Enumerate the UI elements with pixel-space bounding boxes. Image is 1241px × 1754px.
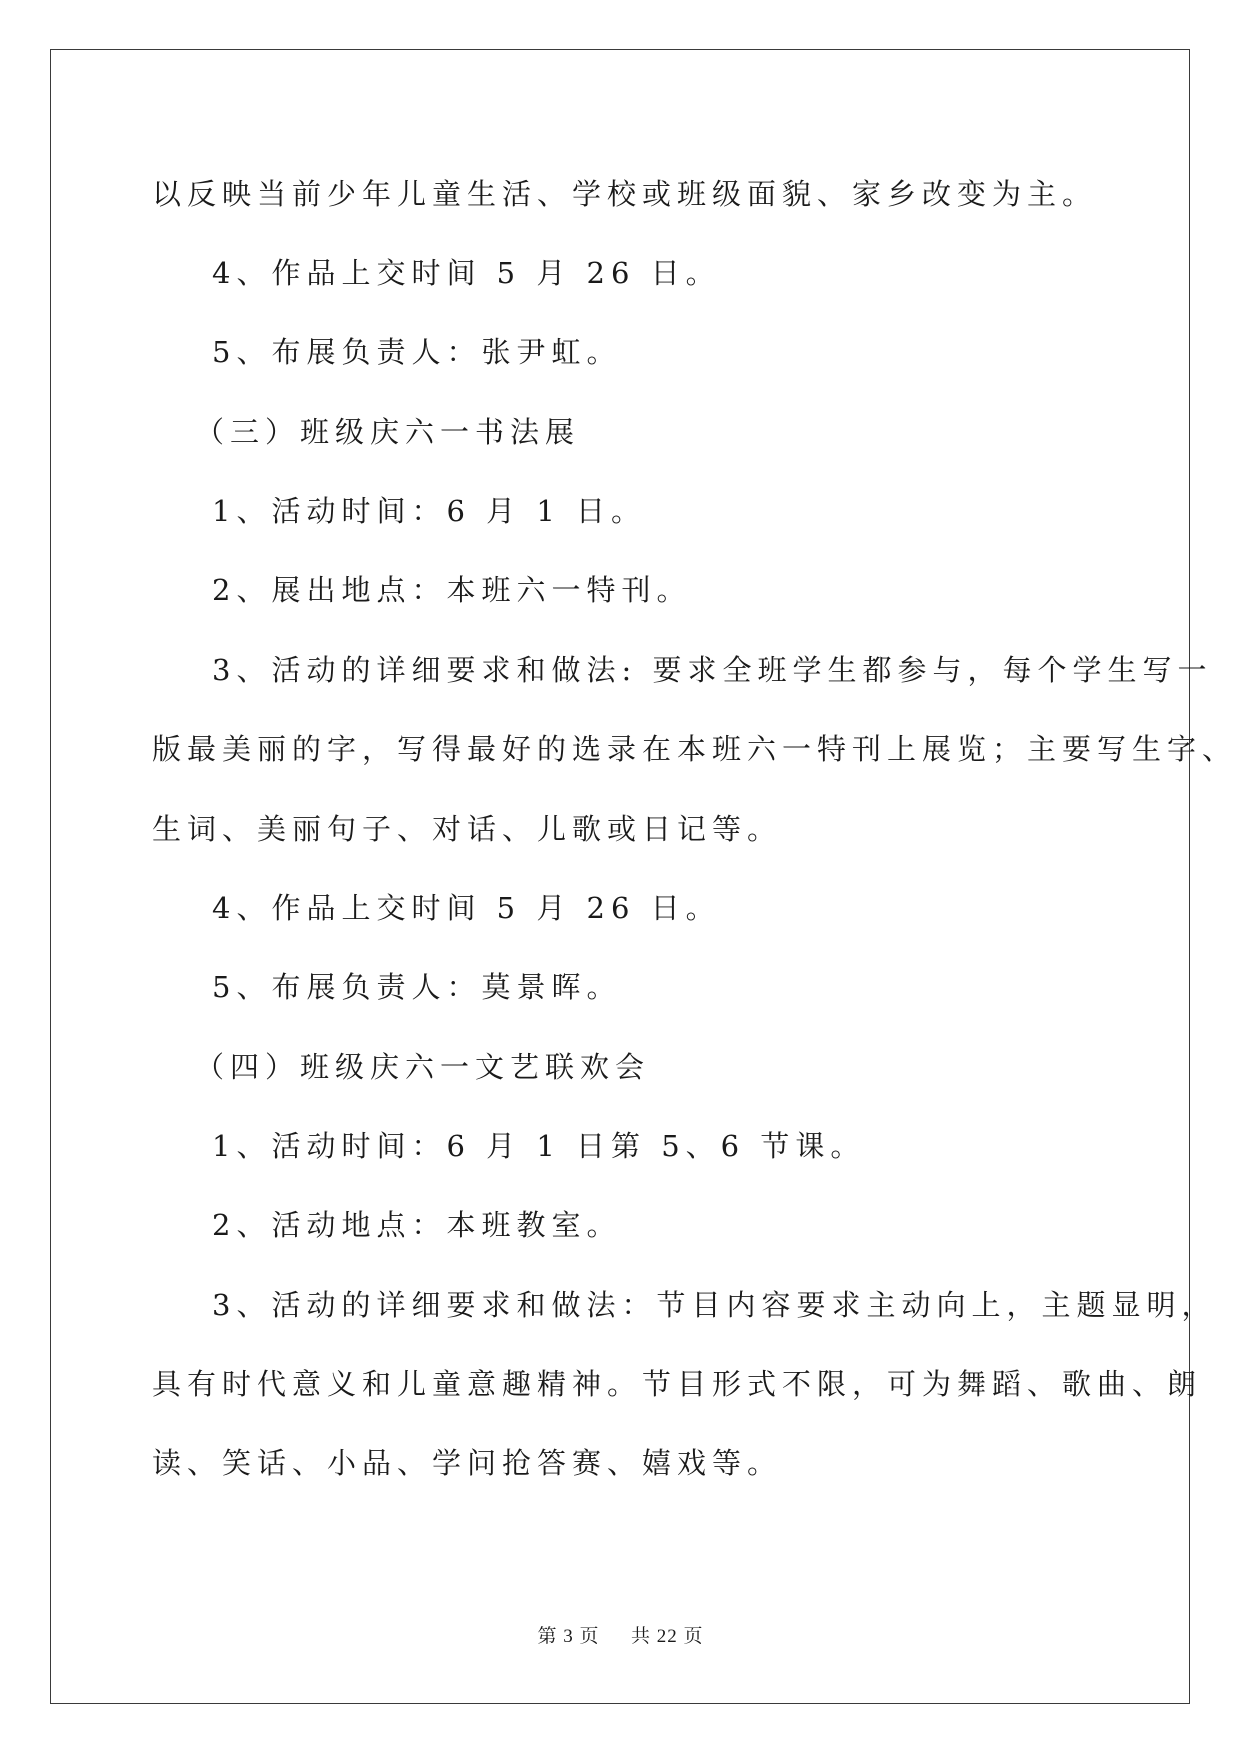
- list-item: 3、活动的详细要求和做法：节目内容要求主动向上，主题显明，: [212, 1288, 1217, 1322]
- paragraph-line: 读、笑话、小品、学问抢答赛、嬉戏等。: [152, 1446, 783, 1480]
- paragraph-line: 生词、美丽句子、对话、儿歌或日记等。: [152, 812, 783, 846]
- page-number: 第 3 页: [537, 1626, 600, 1647]
- list-item: 2、展出地点：本班六一特刊。: [212, 573, 692, 607]
- paragraph-line: 以反映当前少年儿童生活、学校或班级面貌、家乡改变为主。: [152, 177, 1098, 211]
- list-item: 1、活动时间：6 月 1 日。: [212, 494, 647, 528]
- list-item: 3、活动的详细要求和做法: 要求全班学生都参与，每个学生写一: [212, 653, 1213, 687]
- list-item: 5、布展负责人：莫景晖。: [212, 970, 622, 1004]
- list-item: 1、活动时间：6 月 1 日第 5、6 节课。: [212, 1129, 866, 1163]
- paragraph-line: 具有时代意义和儿童意趣精神。节目形式不限，可为舞蹈、歌曲、朗: [152, 1367, 1203, 1401]
- list-item: 4、作品上交时间 5 月 26 日。: [212, 256, 721, 290]
- list-item: 4、作品上交时间 5 月 26 日。: [212, 891, 721, 925]
- list-item: 5、布展负责人：张尹虹。: [212, 335, 622, 369]
- page-total: 共 22 页: [631, 1626, 704, 1647]
- list-item: 2、活动地点：本班教室。: [212, 1208, 622, 1242]
- page-footer: [0, 1621, 1241, 1648]
- section-heading: （三）班级庆六一书法展: [195, 415, 581, 449]
- section-heading: （四）班级庆六一文艺联欢会: [195, 1050, 651, 1084]
- paragraph-line: 版最美丽的字，写得最好的选录在本班六一特刊上展览；主要写生字、: [152, 732, 1238, 766]
